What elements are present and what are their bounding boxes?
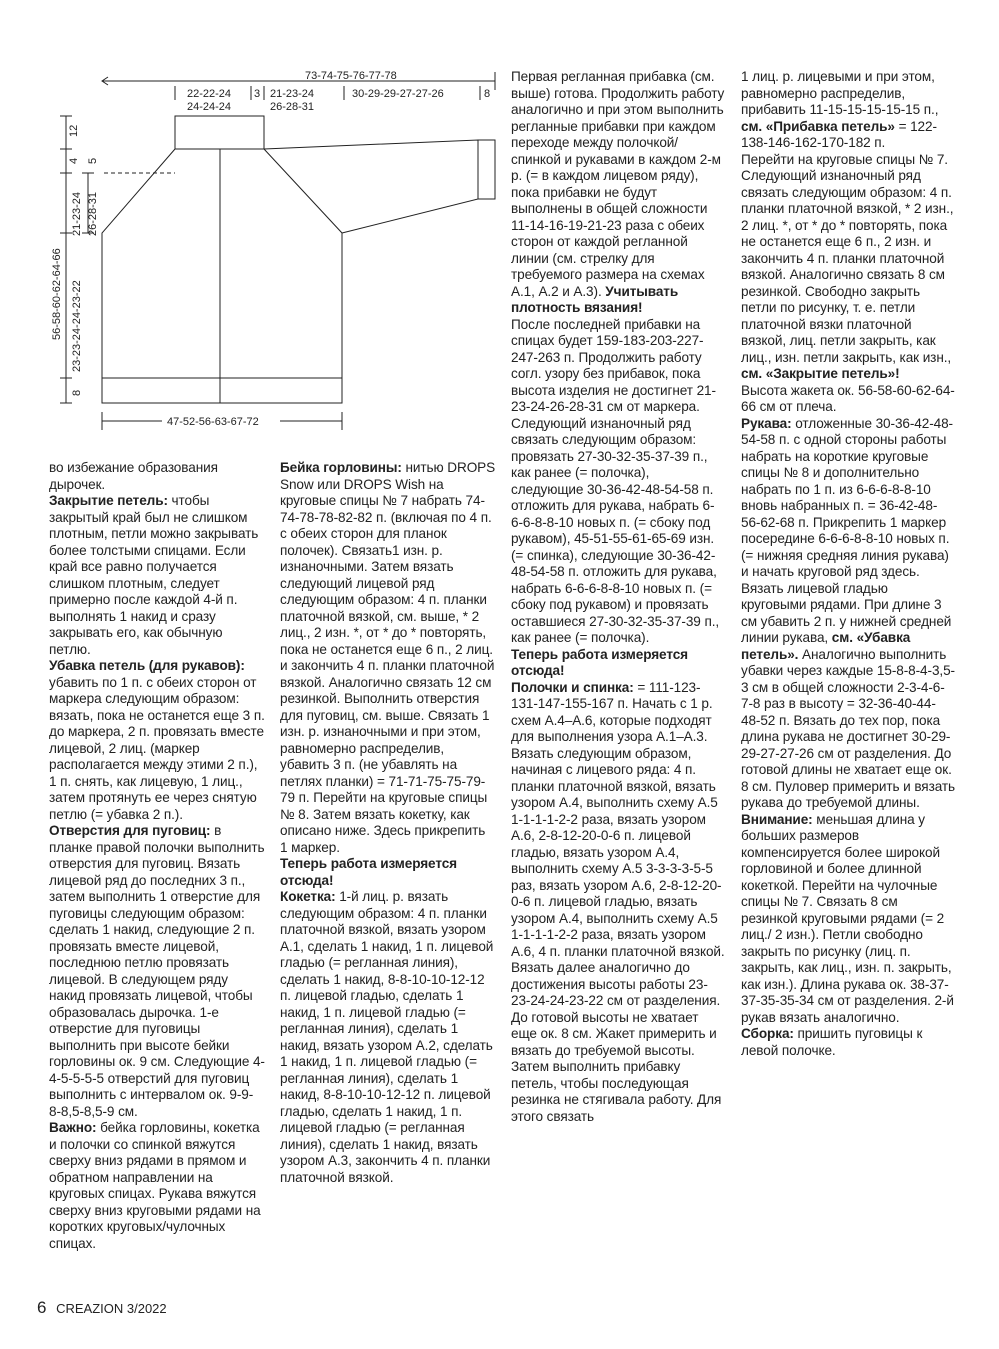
paragraph: [741, 69, 955, 152]
bold-heading: Бейка горловины:: [280, 460, 402, 475]
paragraph: [49, 493, 265, 658]
body-text: = 111-123-131-147-155-167 п. Начать с 1 р. схем А.4–А.6, которые подходят для выполнения узора А.1–А.3. Вязать следующим образом, начиная с лицевого ряда: 4 п. планки платочной вязкой, вязать узором А.4, выполнить схему А.5 1-1-1-1-2-2 раза, вязать узором А.6, 2-8-12-20-0-6 п. лицевой гладью, вязать узором А.4, выполнить схему А.5 3-3-3-3-5-5 раз, вязать узором А.6, 2-8-12-20-0-6 п. лицевой гладью, вязать узором А.4, выполнить схему А.5 1-1-1-1-2-2 раза, вязать узором А.6, 4 п. планки платочной вязкой. Вязать далее аналогично до достижения высоты работы 23-23-24-24-23-22 см от разделения. До готовой высоты не хватает еще ок. 8 см. Жакет примерить и вязать до требуемой высоты. Затем выполнить прибавку петель, чтобы последующая резинка не стягивала работу. Для этого связать: [511, 679, 725, 1124]
label-body-h: 23-23-24-24-23-22: [71, 280, 83, 372]
label-h12: 12: [68, 124, 80, 137]
page-footer: [37, 1298, 167, 1318]
paragraph: [511, 317, 725, 647]
body-text: отложенные 30-36-42-48-54-58 п. с одной стороны работы набрать на короткие круговые спицы № 8 и дополнительно набрать по 1 п. из 6-6-6-8-8-10 вновь набранных п. = 36-42-48-56-62-68 п. Прикрепить 1 маркер посередине 6-6-6-8-8-10 новых п. (= нижняя средняя линия рукава) и начать круговой ряд здесь. Вязать лицевой гладью круговыми рядами. При длине 3 см убавить 2 п. у нижней средней линии рукава,: [741, 415, 953, 645]
body-text: в планке правой полочки выполнить отверстия для пуговиц. Вязать лицевой ряд до последних 3 п., затем выполнить 1 отверстие для пуговицы следующим образом: сделать 1 накид, следующие 2 п. провязать вместе лицевой, последнюю петлю провязать лицевой. В следующем ряду накид провязать лицевой, чтобы образовалась дырочка. 1-е отверстие для пуговицы выполнить при высоте бейки горловины ок. 9 см. Следующие 4-4-5-5-5-5 отверстий для пуговиц выполнить с интервалом ок. 9-9-8-8,5-8,5-9 см.: [49, 823, 265, 1119]
bold-heading: Отверстия для пуговиц:: [49, 823, 211, 838]
body-text: во избежание образования дырочек.: [49, 460, 218, 492]
body-text: 1-й лиц. р. вязать следующим образом: 4 п. планки платочной вязкой, вязать узором А.1, сделать 1 накид, 1 п. лицевой гладью (= регланная линия), сделать 1 накид, 8-8-10-10-12-12 п. лицевой гладью, сделать 1 накид, 1 п. лицевой гладью (= регланная линия), сделать 1 накид, вязать узором А.2, сделать 1 накид, 1 п. лицевой гладью (= регланная линия), сделать 1 накид, 8-8-10-10-12-12 п. лицевой гладью, сделать 1 накид, 1 п. лицевой гладью (= регланная линия), сделать 1 накид, вязать узором А.3, закончить 4 п. планки платочной вязкой.: [280, 889, 494, 1185]
label-shoulder: 21-23-24: [270, 88, 315, 100]
bold-heading: Теперь работа измеряется отсюда!: [280, 856, 458, 888]
label-total-h: 56-58-60-62-64-66: [51, 248, 63, 340]
paragraph: [280, 856, 496, 889]
label-collar-w2: 24-24-24: [187, 101, 232, 113]
text-column-4: [741, 69, 955, 1059]
paragraph: [511, 647, 725, 680]
bold-heading: Полочки и спинка:: [511, 679, 634, 695]
body-text: Аналогично выполнить убавки через каждые 15-8-8-4-3,5-3 см в общей сложности 2-3-4-6-7-8 раз в высоту = 32-36-40-44-48-52 п. Вязать до тех пор, пока длина рукава не достигнет 30-29-29-27-27-26 см от разделения. До готовой длины не хватает еще ок. 8 см. Пуловер примерить и вязать рукава до требуемой длины.: [741, 646, 955, 810]
page-number: 6: [37, 1298, 47, 1317]
label-bottom-w: 47-52-56-63-67-72: [167, 416, 259, 428]
body-text: После последней прибавки на спицах будет 159-183-203-227-247-263 п. Продолжить работу согл. узору без прибавок, пока высота изделия не достигнет 21-23-24-26-28-31 см от маркера. Следующий изнаночный ряд связать следующим образом: провязать 27-30-32-35-37-39 п., как ранее (= полочка), следующие 30-36-42-48-54-58 п. отложить для рукава, набрать 6-6-6-8-8-10 новых п. (= сбоку под рукавом), 45-51-55-61-65-69 изн. (= спинка), следующие 30-36-42-48-54-58 п. отложить для рукава, набрать 6-6-6-8-8-10 новых п. (= сбоку под рукавом) и провязать оставшиеся 27-30-32-35-37-39 п., как ранее (= полочка).: [511, 316, 720, 645]
magazine-name: CREAZION 3/2022: [56, 1301, 167, 1316]
bold-heading: Учитывать плотность вязания!: [511, 283, 679, 315]
label-raglan-h2: 26-28-31: [87, 191, 99, 236]
bold-heading: Сборка:: [741, 1026, 794, 1041]
paragraph: [741, 383, 955, 416]
label-h5: 5: [87, 157, 99, 164]
paragraph: [49, 658, 265, 823]
bold-heading: Внимание:: [741, 811, 813, 827]
bold-heading: Убавка петель (для рукавов):: [49, 658, 245, 673]
label-raglan-h: 21-23-24: [71, 191, 83, 236]
paragraph: [49, 460, 265, 493]
label-h4: 4: [68, 157, 80, 164]
paragraph: [49, 1120, 265, 1252]
label-cuff: 8: [484, 88, 491, 100]
body-text: Первая регланная прибавка (см. выше) готова. Продолжить работу аналогично и при этом выполнить регланные прибавки при каждом переходе между полочкой/спинкой и рукавами в каждом 2-м р. (= в каждом лицевом ряду), пока прибавки не будут выполнены в общей сложности 11-14-16-19-21-23 раза с обеих сторон от каждой регланной линии (см. стрелку для требуемого размера на схемах А.1, А.2 и А.3).: [511, 69, 725, 299]
label-hem: 8: [71, 389, 83, 396]
label-sleeve-len: 30-29-29-27-27-26: [352, 88, 444, 100]
paragraph: [280, 460, 496, 856]
text-column-3: [511, 69, 725, 1125]
bold-heading: Важно:: [49, 1120, 97, 1135]
bold-heading: Рукава:: [741, 415, 792, 431]
body-text: чтобы закрытый край был не слишком плотным, петли можно закрывать более толстыми спицами. Если край все равно получается слишком плотным, следует примерно после каждой 4-й п. выполнять 1 накид и сразу закрывать его, как обычную петлю.: [49, 493, 259, 657]
body-text: нитью DROPS Snow или DROPS Wish на круговые спицы № 7 набрать 74-74-78-78-82-82 п. (включая по 4 п. с обеих сторон для планок полочек). Связать1 изн. р. изнаночными. Затем вязать следующий лицевой ряд следующим образом: 4 п. планки платочной вязкой, см. выше, * 2 лиц., 2 изн. *, от * до * повторять, пока не останется еще 6 п., 2 лиц. и закончить 4 п. планки платочной вязкой. Аналогично связать 12 см резинкой. Выполнить отверстия для пуговиц, см. выше. Связать 1 изн. р. изнаночными и при этом, равномерно распределив, убавить 3 п. (не убавлять на петлях планки) = 71-71-75-75-79-79 п. Перейти на круговые спицы № 8. Затем вязать кокетку, как описано ниже. Здесь прикрепить 1 маркер.: [280, 460, 496, 855]
body-text: 1 лиц. р. лицевыми и при этом, равномерно распределив, прибавить 11-15-15-15-15-15 п.,: [741, 69, 939, 117]
text-column-1: [49, 460, 265, 1252]
body-text: бейка горловины, кокетка и полочки со спинкой вяжутся сверху вниз рядами в прямом и обратном направлении на круговых спицах. Рукава вяжутся сверху вниз круговыми рядами на коротких круговых/чулочных спицах.: [49, 1120, 261, 1251]
label-collar-w: 22-22-24: [187, 88, 232, 100]
body-text: Перейти на круговые спицы № 7. Следующий изнаночный ряд связать следующим образом: 4 п. планки платочной вязкой, * 2 изн., 2 лиц. *, от * до * повторять, пока не останется еще 6 п., 2 изн. и закончить 4 п. планки платочной вязкой. Аналогично связать 8 см резинкой. Свободно закрыть петли по рисунку, т. е. петли платочной вязки платочной вязкой, лиц. петли закрыть, как лиц., изн. петли закрыть, как изн.,: [741, 151, 954, 365]
paragraph: [741, 416, 955, 812]
paragraph: [741, 152, 955, 383]
label-top-total: 73-74-75-76-77-78: [305, 70, 397, 82]
body-text: = 122-138-146-162-170-182 п.: [741, 118, 937, 150]
paragraph: [511, 69, 725, 317]
body-text: убавить по 1 п. с обеих сторон от маркера следующим образом: вязать, пока не останется еще 3 п. до маркера, 2 п. провязать вместе лицевой, 2 лиц. (маркер располагается между этими 2 п.), 1 п. снять, как лицевую, 1 лиц., затем протянуть ее через снятую петлю (= убавка 2 п.).: [49, 674, 265, 822]
text-column-2: [280, 460, 496, 1186]
paragraph: [49, 823, 265, 1120]
paragraph: [741, 812, 955, 1027]
bold-heading: см. «Убавка петель».: [741, 630, 911, 662]
paragraph: [741, 1026, 955, 1059]
body-text: Высота жакета ок. 56-58-60-62-64-66 см от плеча.: [741, 382, 955, 414]
body-text: меньшая длина у больших размеров компенсируется более широкой горловиной и более длинной кокеткой. Перейти на чулочные спицы № 7. Связать 8 см резинкой круговыми рядами (= 2 лиц./ 2 изн.). Петли свободно закрыть по рисунку (лиц. п. закрыть, как лиц., изн. п. закрыть, как изн.). Длина рукава ок. 38-37-37-35-35-34 см от разделения. 2-й рукав вязать аналогично.: [741, 811, 954, 1025]
bold-heading: см. «Закрытие петель»!: [741, 366, 900, 381]
label-seg3: 3: [254, 88, 261, 100]
label-shoulder2: 26-28-31: [270, 101, 315, 113]
body-text: пришить пуговицы к левой полочке.: [741, 1026, 923, 1058]
bold-heading: Теперь работа измеряется отсюда!: [511, 646, 689, 678]
bold-heading: см. «Прибавка петель»: [741, 118, 895, 134]
bold-heading: Кокетка:: [280, 889, 336, 904]
bold-heading: Закрытие петель:: [49, 493, 168, 508]
paragraph: [280, 889, 496, 1186]
paragraph: [511, 680, 725, 1126]
